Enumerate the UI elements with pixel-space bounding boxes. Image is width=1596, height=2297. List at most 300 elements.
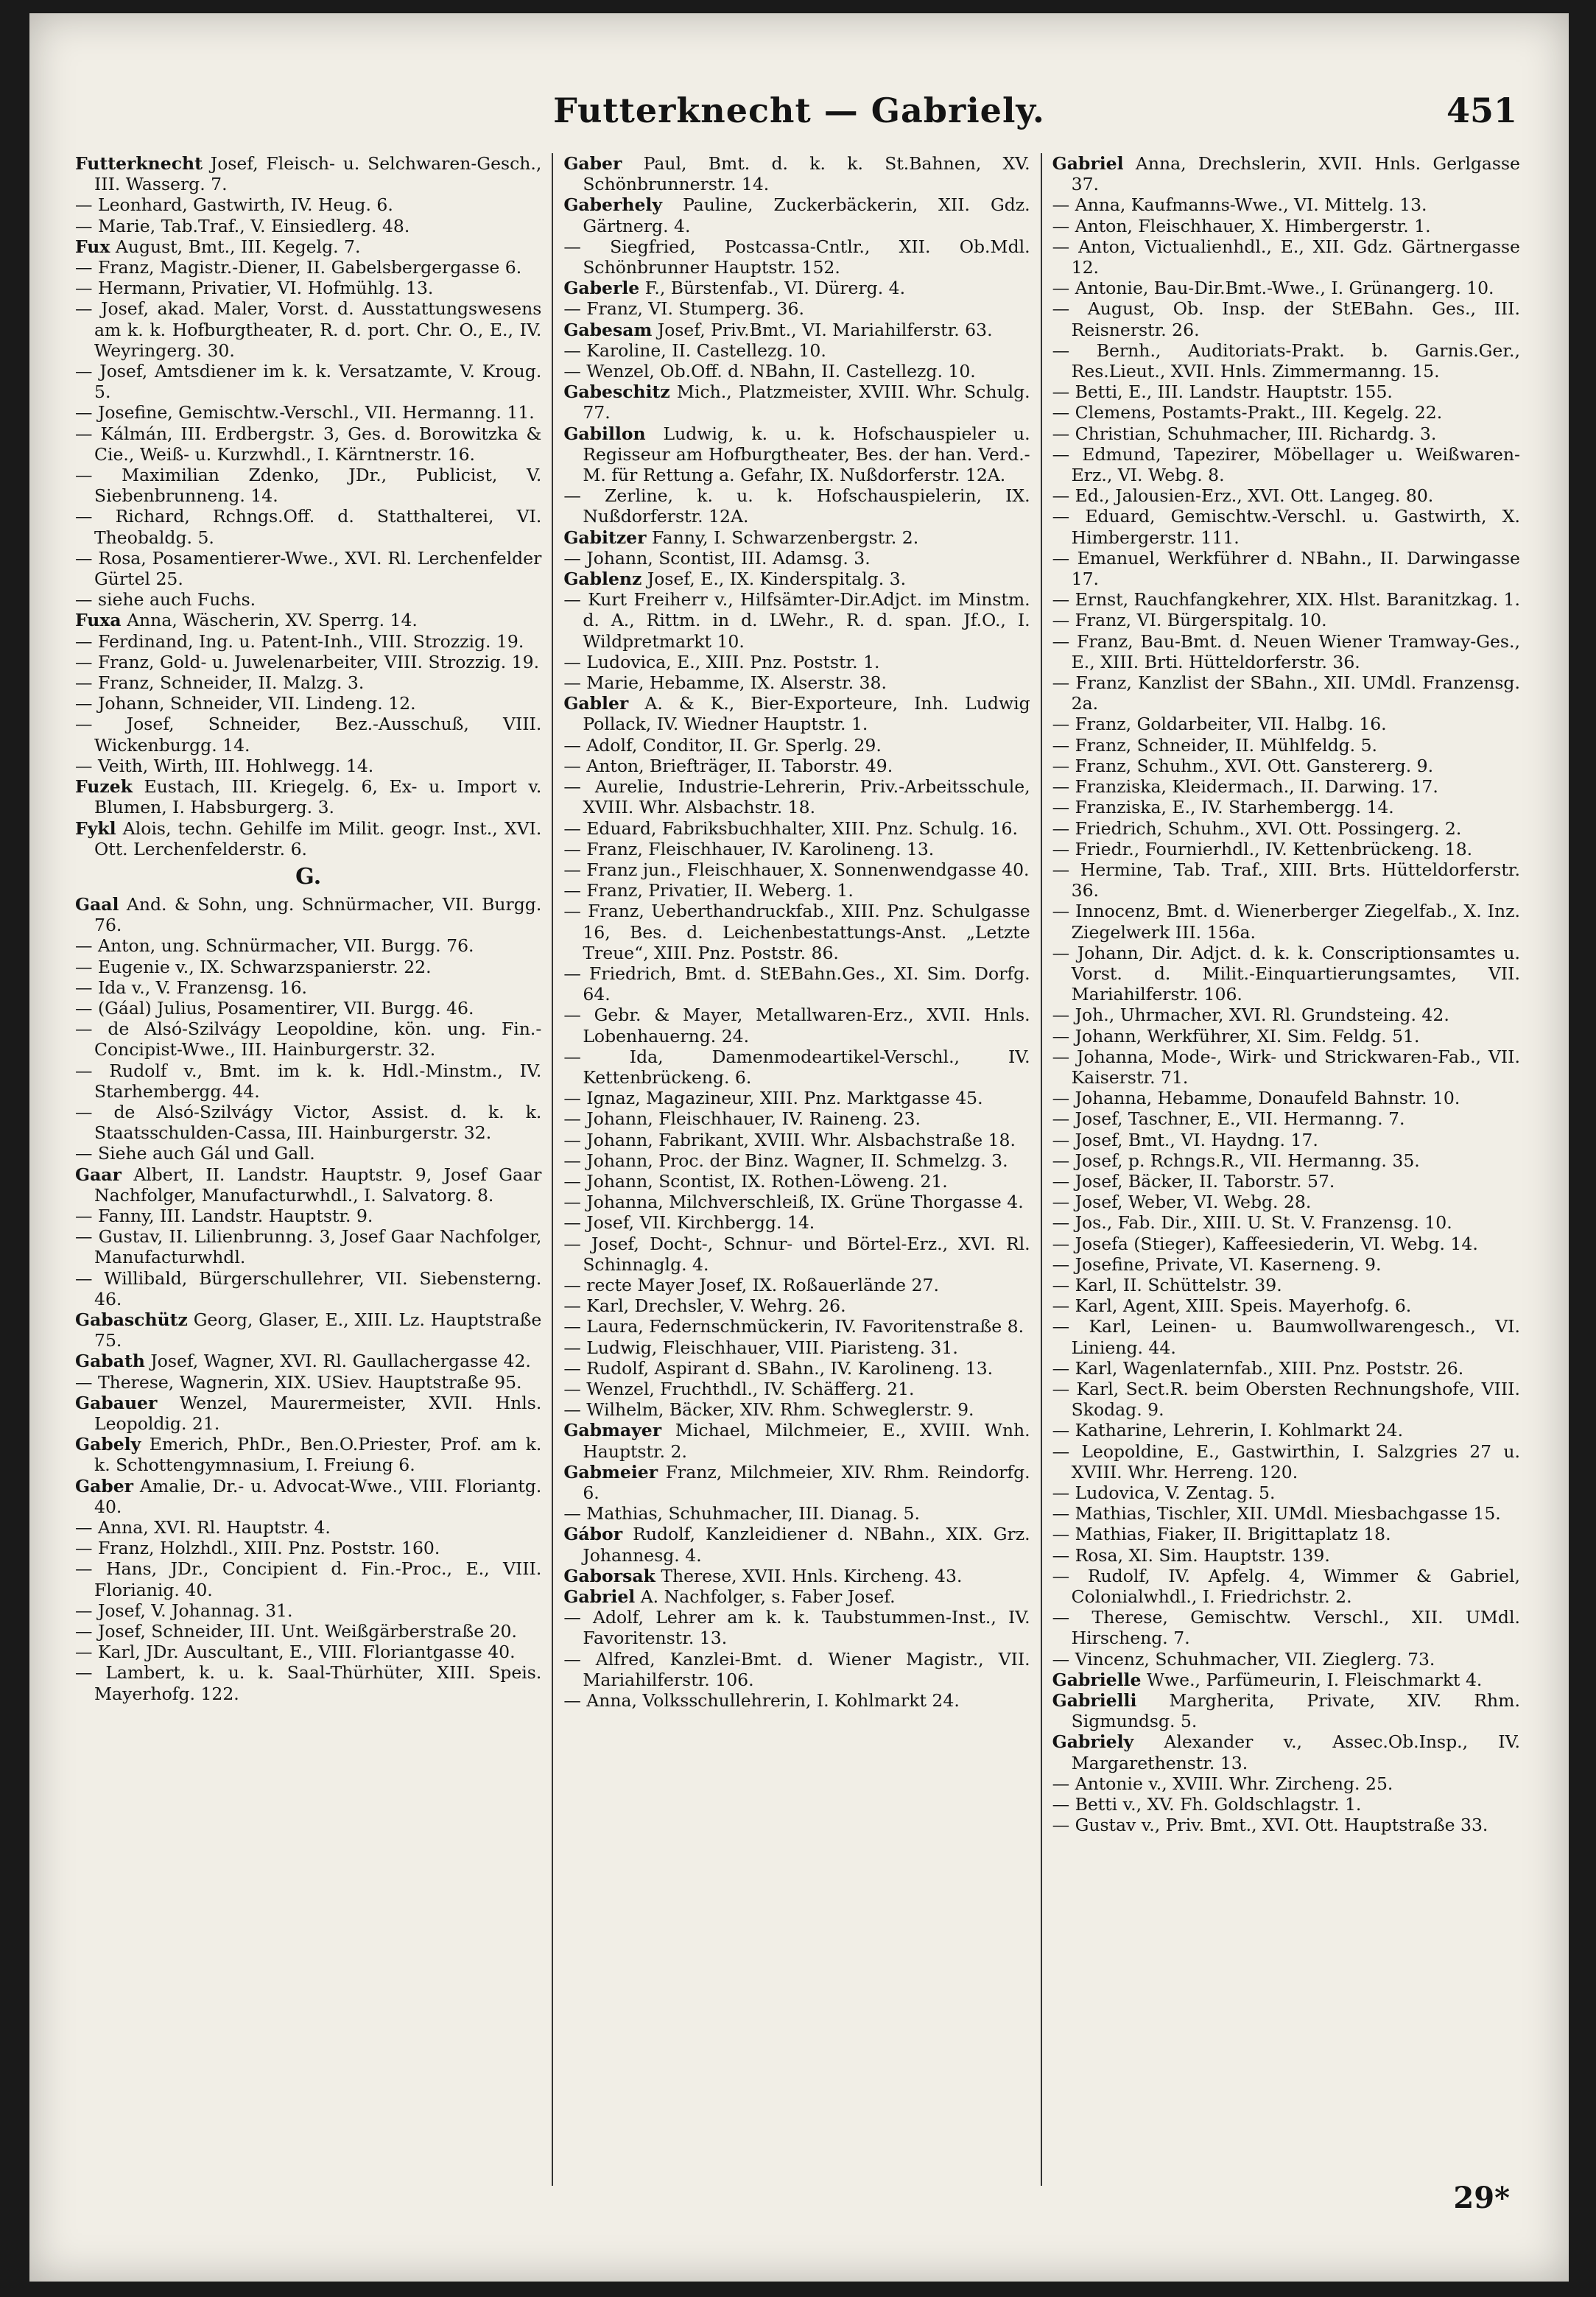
entry-details: — Josef, Weber, VI. Webg. 28. xyxy=(1052,1192,1312,1213)
entry-surname: Gaberhely xyxy=(563,194,662,216)
directory-entry xyxy=(563,1420,1030,1461)
signature-mark: 29* xyxy=(1453,2181,1510,2215)
directory-entry xyxy=(563,569,1030,589)
directory-entry xyxy=(1052,1545,1520,1566)
entry-details: — Franz, Bau-Bmt. d. Neuen Wiener Tramway-Ges., E., XIII. Brti. Hütteldorferstr. 36. xyxy=(1052,630,1520,672)
entry-details: — Friedrich, Bmt. d. StEBahn.Ges., XI. Sim. Dorfg. 64. xyxy=(563,963,1030,1005)
directory-entry xyxy=(563,652,1030,672)
directory-entry xyxy=(75,1351,541,1371)
directory-entry xyxy=(75,1309,541,1351)
directory-entry xyxy=(563,381,1030,423)
directory-entry xyxy=(1052,943,1520,1005)
directory-entry xyxy=(563,1649,1030,1690)
directory-entry xyxy=(1052,1005,1520,1025)
entry-details: — Hermann, Privatier, VI. Hofmühlg. 13. xyxy=(75,278,434,299)
directory-entry xyxy=(563,153,1030,194)
entry-details: — Hermine, Tab. Traf., XIII. Brts. Hütteldorferstr. 36. xyxy=(1052,859,1520,901)
directory-entry xyxy=(75,1060,541,1102)
directory-entry xyxy=(563,1566,1030,1586)
entry-details: F., Bürstenfab., VI. Dürerg. 4. xyxy=(639,278,906,299)
directory-entry xyxy=(563,859,1030,880)
entry-details: — Siehe auch Gál und Gall. xyxy=(75,1143,315,1164)
entry-details: Albert, II. Landstr. Hauptstr. 9, Josef Gaar Nachfolger, Manufacturwhdl., I. Salvatorg. 8. xyxy=(94,1164,542,1206)
entry-details: — Josef, V. Johannag. 31. xyxy=(75,1600,293,1621)
entry-details: — Antonie v., XVIII. Whr. Zircheng. 25. xyxy=(1052,1773,1393,1794)
directory-entry xyxy=(1052,1108,1520,1129)
entry-details: — Anton, Briefträger, II. Taborstr. 49. xyxy=(563,755,893,776)
directory-entry xyxy=(563,340,1030,361)
directory-entry xyxy=(563,1108,1030,1129)
entry-details: — Betti v., XV. Fh. Goldschlagstr. 1. xyxy=(1052,1794,1362,1815)
entry-details: — Lambert, k. u. k. Saal-Thürhüter, XIII. Speis. Mayerhofg. 122. xyxy=(75,1662,542,1704)
entry-details: — Kálmán, III. Erdbergstr. 3, Ges. d. Borowitzka & Cie., Weiß- u. Kurzwhdl., I. Kärntnerstr. 16. xyxy=(75,423,542,465)
directory-entry xyxy=(1052,714,1520,734)
directory-entry xyxy=(1052,402,1520,423)
entry-details: — Leopoldine, E., Gastwirthin, I. Salzgries 27 u. XVIII. Whr. Herreng. 120. xyxy=(1052,1441,1520,1482)
directory-entry xyxy=(75,957,541,977)
entry-details: — Franz, VI. Bürgerspitalg. 10. xyxy=(1052,610,1327,631)
entry-details: — Anton, Fleischhauer, X. Himbergerstr. 1. xyxy=(1052,215,1431,236)
directory-entry xyxy=(563,1047,1030,1088)
directory-entry xyxy=(75,1517,541,1538)
directory-entry xyxy=(75,1268,541,1309)
directory-entry xyxy=(75,776,541,817)
entry-details: — Franziska, Kleidermach., II. Darwing. 17. xyxy=(1052,776,1438,798)
entry-details: Michael, Milchmeier, E., XVIII. Wnh. Hauptstr. 2. xyxy=(583,1420,1030,1462)
entry-details: — Alfred, Kanzlei-Bmt. d. Wiener Magistr., VII. Mariahilferstr. 106. xyxy=(563,1648,1030,1690)
directory-entry xyxy=(1052,1731,1520,1773)
entry-details: — Anton, ung. Schnürmacher, VII. Burgg. 76. xyxy=(75,935,474,957)
directory-entry xyxy=(75,1226,541,1267)
directory-entry xyxy=(75,236,541,257)
entry-surname: Gabauer xyxy=(75,1392,158,1413)
directory-entry xyxy=(563,589,1030,652)
directory-entry xyxy=(563,1690,1030,1711)
entry-surname: Gabmayer xyxy=(563,1420,662,1441)
entry-details: Fanny, I. Schwarzenbergstr. 2. xyxy=(646,527,919,548)
directory-entry xyxy=(1052,1794,1520,1815)
entry-details: — Fanny, III. Landstr. Hauptstr. 9. xyxy=(75,1205,373,1226)
directory-entry xyxy=(1052,818,1520,839)
directory-entry xyxy=(75,894,541,935)
entry-details: — Josef, p. Rchngs.R., VII. Hermanng. 35. xyxy=(1052,1150,1420,1171)
entry-details: — Eduard, Gemischtw.-Verschl. u. Gastwirth, X. Himbergerstr. 111. xyxy=(1052,506,1520,548)
entry-details: Mich., Platzmeister, XVIII. Whr. Schulg. 77. xyxy=(583,381,1030,423)
directory-entry xyxy=(563,1503,1030,1524)
entry-details: — Therese, Wagnerin, XIX. USiev. Hauptstraße 95. xyxy=(75,1371,522,1393)
entry-details: — Marie, Tab.Traf., V. Einsiedlerg. 48. xyxy=(75,215,410,236)
directory-entry xyxy=(563,1088,1030,1108)
directory-entry xyxy=(1052,1316,1520,1357)
entry-details: Franz, Milchmeier, XIV. Rhm. Reindorfg. 6. xyxy=(583,1461,1030,1503)
directory-page xyxy=(29,13,1569,2282)
column-3 xyxy=(1042,153,1530,2186)
directory-entry xyxy=(1052,1441,1520,1482)
entry-details: — Zerline, k. u. k. Hofschauspielerin, IX. Nußdorferstr. 12A. xyxy=(563,485,1030,527)
entry-details: — Leonhard, Gastwirth, IV. Heug. 6. xyxy=(75,194,393,216)
directory-entry xyxy=(1052,1254,1520,1275)
directory-entry xyxy=(1052,631,1520,672)
entry-details: — Gebr. & Mayer, Metallwaren-Erz., XVII. Hnls. Lobenhauerng. 24. xyxy=(563,1005,1030,1047)
directory-entry xyxy=(563,298,1030,319)
entry-details: — Laura, Federnschmückerin, IV. Favoritenstraße 8. xyxy=(563,1316,1024,1337)
directory-entry xyxy=(75,589,541,610)
entry-details: Margherita, Private, XIV. Rhm. Sigmundsg. 5. xyxy=(1071,1690,1520,1732)
directory-entry xyxy=(75,1102,541,1143)
column-2 xyxy=(553,153,1041,2186)
entry-details: Wenzel, Maurermeister, XVII. Hnls. Leopoldig. 21. xyxy=(94,1392,542,1434)
entry-surname: Fuzek xyxy=(75,776,133,798)
entry-details: — Rosa, XI. Sim. Hauptstr. 139. xyxy=(1052,1544,1330,1566)
directory-entry xyxy=(75,1434,541,1475)
entry-details: Josef, E., IX. Kinderspitalg. 3. xyxy=(641,569,907,590)
directory-entry xyxy=(1052,756,1520,776)
entry-surname: Gabaschütz xyxy=(75,1309,188,1330)
directory-entry xyxy=(1052,1482,1520,1503)
entry-details: — Karl, Wagenlaternfab., XIII. Pnz. Poststr. 26. xyxy=(1052,1357,1464,1379)
entry-details: — Franz, Kanzlist der SBahn., XII. UMdl. Franzensg. 2a. xyxy=(1052,672,1520,714)
entry-details: — Bernh., Auditoriats-Prakt. b. Garnis.Ger., Res.Lieut., XVII. Hnls. Zimmermanng. 15. xyxy=(1052,340,1520,382)
entry-details: — Antonie, Bau-Dir.Bmt.-Wwe., I. Grünangerg. 10. xyxy=(1052,278,1494,299)
entry-details: — Wenzel, Ob.Off. d. NBahn, II. Castellezg. 10. xyxy=(563,361,976,382)
entry-surname: Gaar xyxy=(75,1164,122,1185)
entry-details: — Jos., Fab. Dir., XIII. U. St. V. Franzensg. 10. xyxy=(1052,1212,1452,1234)
running-title: Futterknecht — Gabriely. xyxy=(553,91,1045,130)
entry-details: — Rudolf v., Bmt. im k. k. Hdl.-Minstm., IV. Starhembergg. 44. xyxy=(75,1060,542,1102)
entry-details: — Ed., Jalousien-Erz., XVI. Ott. Langeg. 80. xyxy=(1052,485,1434,507)
entry-details: — Mathias, Schuhmacher, III. Dianag. 5. xyxy=(563,1503,920,1524)
entry-surname: Gabath xyxy=(75,1351,145,1372)
entry-details: — siehe auch Fuchs. xyxy=(75,589,256,611)
directory-entry xyxy=(75,998,541,1019)
entry-surname: Gabesam xyxy=(563,319,653,340)
directory-entry xyxy=(563,1399,1030,1420)
entry-details: — Josef, Bäcker, II. Taborstr. 57. xyxy=(1052,1170,1335,1192)
entry-details: — Rosa, Posamentierer-Wwe., XVI. Rl. Lerchenfelder Gürtel 25. xyxy=(75,547,542,590)
entry-details: — Franz, Magistr.-Diener, II. Gabelsbergergasse 6. xyxy=(75,257,522,278)
directory-entry xyxy=(1052,735,1520,756)
directory-entry xyxy=(563,1005,1030,1046)
entry-details: Therese, XVII. Hnls. Kircheng. 43. xyxy=(655,1565,963,1586)
entry-details: — Karl, Sect.R. beim Obersten Rechnungshofe, VIII. Skodag. 9. xyxy=(1052,1378,1520,1421)
directory-entry xyxy=(1052,1566,1520,1607)
entry-details: — Ernst, Rauchfangkehrer, XIX. Hlst. Baranitzkag. 1. xyxy=(1052,589,1520,611)
entry-details: — Innocenz, Bmt. d. Wienerberger Ziegelfab., X. Inz. Ziegelwerk III. 156a. xyxy=(1052,901,1520,943)
entry-details: Pauline, Zuckerbäckerin, XII. Gdz. Gärtnerg. 4. xyxy=(583,194,1030,236)
entry-details: — Karl, II. Schüttelstr. 39. xyxy=(1052,1274,1282,1295)
directory-entry xyxy=(563,548,1030,569)
directory-entry xyxy=(563,1295,1030,1316)
directory-entry xyxy=(75,1662,541,1703)
directory-entry xyxy=(75,652,541,672)
entry-surname: Fykl xyxy=(75,817,116,839)
directory-entry xyxy=(563,278,1030,298)
directory-entry xyxy=(563,776,1030,817)
entry-details: — Vincenz, Schuhmacher, VII. Zieglerg. 73. xyxy=(1052,1648,1435,1670)
directory-entry xyxy=(1052,610,1520,630)
directory-entry xyxy=(1052,381,1520,402)
directory-entry xyxy=(1052,1649,1520,1670)
entry-details: Josef, Wagner, XVI. Rl. Gaullachergasse 42. xyxy=(144,1351,531,1372)
directory-entry xyxy=(1052,1192,1520,1212)
entry-details: — Karl, Agent, XIII. Speis. Mayerhofg. 6. xyxy=(1052,1295,1412,1317)
entry-surname: Gaberle xyxy=(563,278,640,299)
directory-entry xyxy=(75,977,541,998)
directory-entry xyxy=(1052,1275,1520,1295)
entry-details: — Johann, Schneider, VII. Lindeng. 12. xyxy=(75,693,416,714)
entry-details: — Betti, E., III. Landstr. Hauptstr. 155. xyxy=(1052,381,1393,403)
entry-details: — Ferdinand, Ing. u. Patent-Inh., VIII. Strozzig. 19. xyxy=(75,630,524,652)
directory-entry xyxy=(75,1393,541,1434)
directory-entry xyxy=(1052,1047,1520,1088)
entry-details: — Christian, Schuhmacher, III. Richardg. 3. xyxy=(1052,423,1437,444)
directory-entry xyxy=(563,1607,1030,1648)
directory-entry xyxy=(1052,1212,1520,1233)
directory-entry xyxy=(75,361,541,402)
entry-details: Anna, Wäscherin, XV. Sperrg. 14. xyxy=(121,610,418,631)
entry-details: Eustach, III. Kriegelg. 6, Ex- u. Import v. Blumen, I. Habsburgerg. 3. xyxy=(94,776,542,818)
directory-entry xyxy=(75,1558,541,1600)
entry-details: — Franziska, E., IV. Starhembergg. 14. xyxy=(1052,797,1394,818)
directory-entry xyxy=(563,818,1030,839)
directory-entry xyxy=(1052,1607,1520,1648)
section-heading: G. xyxy=(295,863,322,890)
page-header xyxy=(74,83,1525,150)
directory-entry xyxy=(75,1372,541,1393)
entry-details: — Johanna, Hebamme, Donaufeld Bahnstr. 10. xyxy=(1052,1088,1460,1109)
entry-details: — Wilhelm, Bäcker, XIV. Rhm. Schweglerstr. 9. xyxy=(563,1399,974,1421)
directory-entry xyxy=(563,1316,1030,1337)
entry-details: — Eduard, Fabriksbuchhalter, XIII. Pnz. Schulg. 16. xyxy=(563,817,1018,839)
directory-entry xyxy=(563,693,1030,734)
entry-details: — Josef, akad. Maler, Vorst. d. Ausstattungswesens am k. k. Hofburgtheater, R. d. port. Chr. O., E., IV. Weyringerg. 30. xyxy=(75,298,542,361)
directory-entry xyxy=(1052,153,1520,194)
entry-surname: Gabrielli xyxy=(1052,1690,1137,1712)
entry-details: Rudolf, Kanzleidiener d. NBahn., XIX. Grz. Johannesg. 4. xyxy=(583,1524,1030,1566)
entry-details: — Josef, Docht-, Schnur- und Börtel-Erz., XVI. Rl. Schinnaglg. 4. xyxy=(563,1233,1030,1275)
entry-details: — Siegfried, Postcassa-Cntlr., XII. Ob.Mdl. Schönbrunner Hauptstr. 152. xyxy=(563,236,1030,278)
directory-entry xyxy=(1052,589,1520,610)
entry-details: A. Nachfolger, s. Faber Josef. xyxy=(635,1586,896,1608)
directory-entry xyxy=(563,194,1030,236)
entry-surname: Fux xyxy=(75,236,110,257)
entry-details: — Mathias, Fiaker, II. Brigittaplatz 18. xyxy=(1052,1524,1391,1545)
directory-entry xyxy=(1052,839,1520,859)
entry-surname: Gaber xyxy=(75,1475,134,1496)
directory-entry xyxy=(1052,1670,1520,1690)
entry-details: — Franz, Schneider, II. Mühlfeldg. 5. xyxy=(1052,734,1378,756)
entry-details: — Ida, Damenmodeartikel-Verschl., IV. Kettenbrückeng. 6. xyxy=(563,1046,1030,1088)
entry-details: — Emanuel, Werkführer d. NBahn., II. Darwingasse 17. xyxy=(1052,547,1520,590)
directory-entry xyxy=(563,1130,1030,1150)
directory-entry xyxy=(75,257,541,278)
directory-entry xyxy=(563,1462,1030,1503)
entry-details: Alexander v., Assec.Ob.Insp., IV. Margarethenstr. 13. xyxy=(1071,1731,1520,1773)
entry-details: — Franz, Ueberthandruckfab., XIII. Pnz. Schulgasse 16, Bes. d. Leichenbestattungs-Anst. „Letzte Treue“, XIII. Pnz. Poststr. 86. xyxy=(563,901,1030,963)
entry-details: — Josef, Amtsdiener im k. k. Versatzamte, V. Kroug. 5. xyxy=(75,361,542,403)
entry-details: — Ludovica, E., XIII. Pnz. Poststr. 1. xyxy=(563,651,880,672)
directory-entry xyxy=(563,1275,1030,1295)
entry-surname: Fuxa xyxy=(75,610,122,631)
entry-surname: Gabrielle xyxy=(1052,1669,1142,1690)
directory-entry xyxy=(1052,1690,1520,1731)
entry-details: — Joh., Uhrmacher, XVI. Rl. Grundsteing. 42. xyxy=(1052,1005,1449,1026)
directory-entry xyxy=(75,1476,541,1517)
entry-details: Amalie, Dr.- u. Advocat-Wwe., VIII. Floriantg. 40. xyxy=(94,1475,542,1517)
entry-details: Alois, techn. Gehilfe im Milit. geogr. Inst., XVI. Ott. Lerchenfelderstr. 6. xyxy=(94,817,542,859)
directory-entry xyxy=(75,1621,541,1642)
directory-entry xyxy=(1052,340,1520,381)
entry-surname: Gabeschitz xyxy=(563,381,670,403)
entry-details: — Josef, Bmt., VI. Haydng. 17. xyxy=(1052,1129,1318,1150)
directory-entry xyxy=(1052,1295,1520,1316)
directory-entry xyxy=(75,935,541,956)
directory-entry xyxy=(563,1358,1030,1379)
directory-entry xyxy=(563,1234,1030,1275)
entry-details: — Adolf, Lehrer am k. k. Taubstummen-Inst., IV. Favoritenstr. 13. xyxy=(563,1607,1030,1649)
directory-entry xyxy=(1052,298,1520,340)
directory-entry xyxy=(563,1192,1030,1212)
entry-details: — Anna, Volksschullehrerin, I. Kohlmarkt 24. xyxy=(563,1690,960,1712)
directory-entry xyxy=(1052,236,1520,278)
entry-details: — Katharine, Lehrerin, I. Kohlmarkt 24. xyxy=(1052,1420,1404,1441)
directory-entry xyxy=(75,298,541,361)
entry-details: — Josef, Schneider, III. Unt. Weißgärberstraße 20. xyxy=(75,1621,517,1642)
entry-details: — Anna, XVI. Rl. Hauptstr. 4. xyxy=(75,1517,331,1538)
entry-details: — Karl, JDr. Auscultant, E., VIII. Floriantgasse 40. xyxy=(75,1642,516,1663)
entry-details: — Johann, Proc. der Binz. Wagner, II. Schmelzg. 3. xyxy=(563,1150,1008,1171)
entry-details: — recte Mayer Josef, IX. Roßauerlände 27. xyxy=(563,1274,939,1295)
entry-details: — Gustav, II. Lilienbrunng. 3, Josef Gaar Nachfolger, Manufacturwhdl. xyxy=(75,1226,542,1268)
directory-entry xyxy=(1052,859,1520,901)
entry-details: — Johann, Fabrikant, XVIII. Whr. Alsbachstraße 18. xyxy=(563,1129,1016,1150)
entry-details: — Wenzel, Fruchthdl., IV. Schäfferg. 21. xyxy=(563,1378,915,1399)
directory-entry xyxy=(75,1538,541,1558)
entry-details: August, Bmt., III. Kegelg. 7. xyxy=(110,236,361,257)
directory-entry xyxy=(75,818,541,859)
directory-entry xyxy=(1052,1088,1520,1108)
directory-entry xyxy=(563,672,1030,693)
entry-details: Ludwig, k. u. k. Hofschauspieler u. Regisseur am Hofburgtheater, Bes. der han. Verd.-M. für Rettung a. Gefahr, IX. Nußdorferstr. 12A. xyxy=(583,423,1030,486)
entry-details: — Josef, VII. Kirchbergg. 14. xyxy=(563,1212,815,1234)
column-1 xyxy=(65,153,553,2186)
directory-entry xyxy=(563,361,1030,381)
directory-entry xyxy=(1052,1420,1520,1441)
entry-details: — Karl, Leinen- u. Baumwollwarengesch., VI. Linieng. 44. xyxy=(1052,1316,1520,1358)
entry-details: — Maximilian Zdenko, JDr., Publicist, V. Siebenbrunneng. 14. xyxy=(75,465,542,507)
directory-entry xyxy=(563,320,1030,340)
directory-entry xyxy=(1052,901,1520,942)
directory-entry xyxy=(75,693,541,714)
directory-entry xyxy=(1052,444,1520,485)
directory-entry xyxy=(563,901,1030,963)
directory-entry xyxy=(563,1379,1030,1399)
directory-entry xyxy=(1052,1379,1520,1420)
entry-details: — Kurt Freiherr v., Hilfsämter-Dir.Adjct. im Minstm. d. A., Rittm. in d. LWehr., R. d. span. Jf.O., I. Wildpretmarkt 10. xyxy=(563,589,1030,652)
entry-details: — Therese, Gemischtw. Verschl., XII. UMdl. Hirscheng. 7. xyxy=(1052,1607,1520,1649)
entry-details: — Adolf, Conditor, II. Gr. Sperlg. 29. xyxy=(563,734,882,756)
entry-details: — Karl, Drechsler, V. Wehrg. 26. xyxy=(563,1295,846,1317)
directory-entry xyxy=(563,1212,1030,1233)
entry-details: — Josefine, Gemischtw.-Verschl., VII. Hermanng. 11. xyxy=(75,402,535,423)
directory-entry xyxy=(1052,278,1520,298)
entry-details: — Friedr., Fournierhdl., IV. Kettenbrückeng. 18. xyxy=(1052,838,1473,859)
entry-details: — Aurelie, Industrie-Lehrerin, Priv.-Arbeitsschule, XVIII. Whr. Alsbachstr. 18. xyxy=(563,776,1030,818)
entry-details: — Johann, Scontist, III. Adamsg. 3. xyxy=(563,547,871,569)
directory-entry xyxy=(1052,1503,1520,1524)
directory-entry xyxy=(1052,1171,1520,1192)
entry-details: Anna, Drechslerin, XVII. Hnls. Gerlgasse 37. xyxy=(1071,153,1520,195)
directory-entry xyxy=(1052,506,1520,547)
directory-entry xyxy=(75,1164,541,1206)
entry-details: Wwe., Parfümeurin, I. Fleischmarkt 4. xyxy=(1141,1669,1483,1690)
directory-columns xyxy=(65,153,1530,2186)
page-number: 451 xyxy=(1446,91,1517,130)
directory-entry xyxy=(1052,797,1520,817)
entry-details: Emerich, PhDr., Ben.O.Priester, Prof. am k. k. Schottengymnasium, I. Freiung 6. xyxy=(94,1434,542,1476)
entry-details: — August, Ob. Insp. der StEBahn. Ges., III. Reisnerstr. 26. xyxy=(1052,298,1520,340)
entry-details: — Ludwig, Fleischhauer, VIII. Piaristeng. 31. xyxy=(563,1337,958,1358)
entry-details: — Ignaz, Magazineur, XIII. Pnz. Marktgasse 45. xyxy=(563,1088,983,1109)
entry-details: — Johann, Fleischhauer, IV. Raineng. 23. xyxy=(563,1108,921,1130)
entry-details: — de Alsó-Szilvágy Victor, Assist. d. k. k. Staatsschulden-Cassa, III. Hainburgerstr. 32. xyxy=(75,1101,542,1144)
entry-details: — Josefine, Private, VI. Kaserneng. 9. xyxy=(1052,1253,1382,1275)
entry-details: — Johann, Werkführer, XI. Sim. Feldg. 51. xyxy=(1052,1025,1420,1047)
directory-entry xyxy=(563,839,1030,859)
directory-entry xyxy=(75,1019,541,1060)
entry-details: — Rudolf, Aspirant d. SBahn., IV. Karolineng. 13. xyxy=(563,1357,994,1379)
entry-details: — Franz, Gold- u. Juwelenarbeiter, VIII. Strozzig. 19. xyxy=(75,651,540,672)
directory-entry xyxy=(563,1586,1030,1607)
entry-surname: Gabely xyxy=(75,1434,141,1455)
entry-details: — Anton, Victualienhdl., E., XII. Gdz. Gärtnergasse 12. xyxy=(1052,236,1520,278)
directory-entry xyxy=(75,548,541,589)
directory-entry xyxy=(563,1171,1030,1192)
directory-entry xyxy=(563,236,1030,278)
entry-details: — (Gáal) Julius, Posamentirer, VII. Burgg. 46. xyxy=(75,997,474,1019)
directory-entry xyxy=(75,1143,541,1164)
entry-details: — Johanna, Milchverschleiß, IX. Grüne Thorgasse 4. xyxy=(563,1192,1024,1213)
entry-details: — Marie, Hebamme, IX. Alserstr. 38. xyxy=(563,672,887,694)
entry-details: — Friedrich, Schuhm., XVI. Ott. Possingerg. 2. xyxy=(1052,817,1462,839)
entry-details: Paul, Bmt. d. k. k. St.Bahnen, XV. Schönbrunnerstr. 14. xyxy=(583,153,1030,195)
entry-details: — Karoline, II. Castellezg. 10. xyxy=(563,340,826,361)
entry-details: — Johann, Scontist, IX. Rothen-Löweng. 21. xyxy=(563,1170,948,1192)
entry-surname: Gabriely xyxy=(1052,1731,1134,1753)
entry-details: — Josef, Schneider, Bez.-Ausschuß, VIII. Wickenburgg. 14. xyxy=(75,714,542,756)
entry-details: — Franz, VI. Stumperg. 36. xyxy=(563,298,804,320)
directory-entry xyxy=(1052,672,1520,714)
entry-details: A. & K., Bier-Exporteure, Inh. Ludwig Pollack, IV. Wiedner Hauptstr. 1. xyxy=(583,693,1030,735)
entry-surname: Gabillon xyxy=(563,423,646,444)
directory-entry xyxy=(75,1206,541,1226)
directory-entry xyxy=(1052,216,1520,236)
entry-details: — Rudolf, IV. Apfelg. 4, Wimmer & Gabriel, Colonialwhdl., I. Friedrichstr. 2. xyxy=(1052,1565,1520,1608)
directory-entry xyxy=(563,485,1030,527)
entry-details: — Mathias, Tischler, XII. UMdl. Miesbachgasse 15. xyxy=(1052,1503,1501,1524)
directory-entry xyxy=(1052,1815,1520,1835)
entry-details: — Hans, JDr., Concipient d. Fin.-Proc., E., VIII. Florianig. 40. xyxy=(75,1558,542,1600)
directory-entry xyxy=(75,153,541,194)
directory-entry xyxy=(75,216,541,236)
entry-surname: Gabriel xyxy=(1052,153,1124,174)
entry-details: And. & Sohn, ung. Schnürmacher, VII. Burgg. 76. xyxy=(94,893,542,936)
entry-details: — de Alsó-Szilvágy Leopoldine, kön. ung. Fin.-Concipist-Wwe., III. Hainburgerstr. 32. xyxy=(75,1019,542,1060)
directory-entry xyxy=(75,402,541,423)
entry-details: — Josef, Taschner, E., VII. Hermanng. 7. xyxy=(1052,1108,1405,1130)
entry-details: — Ida v., V. Franzensg. 16. xyxy=(75,977,308,998)
directory-entry xyxy=(563,963,1030,1005)
